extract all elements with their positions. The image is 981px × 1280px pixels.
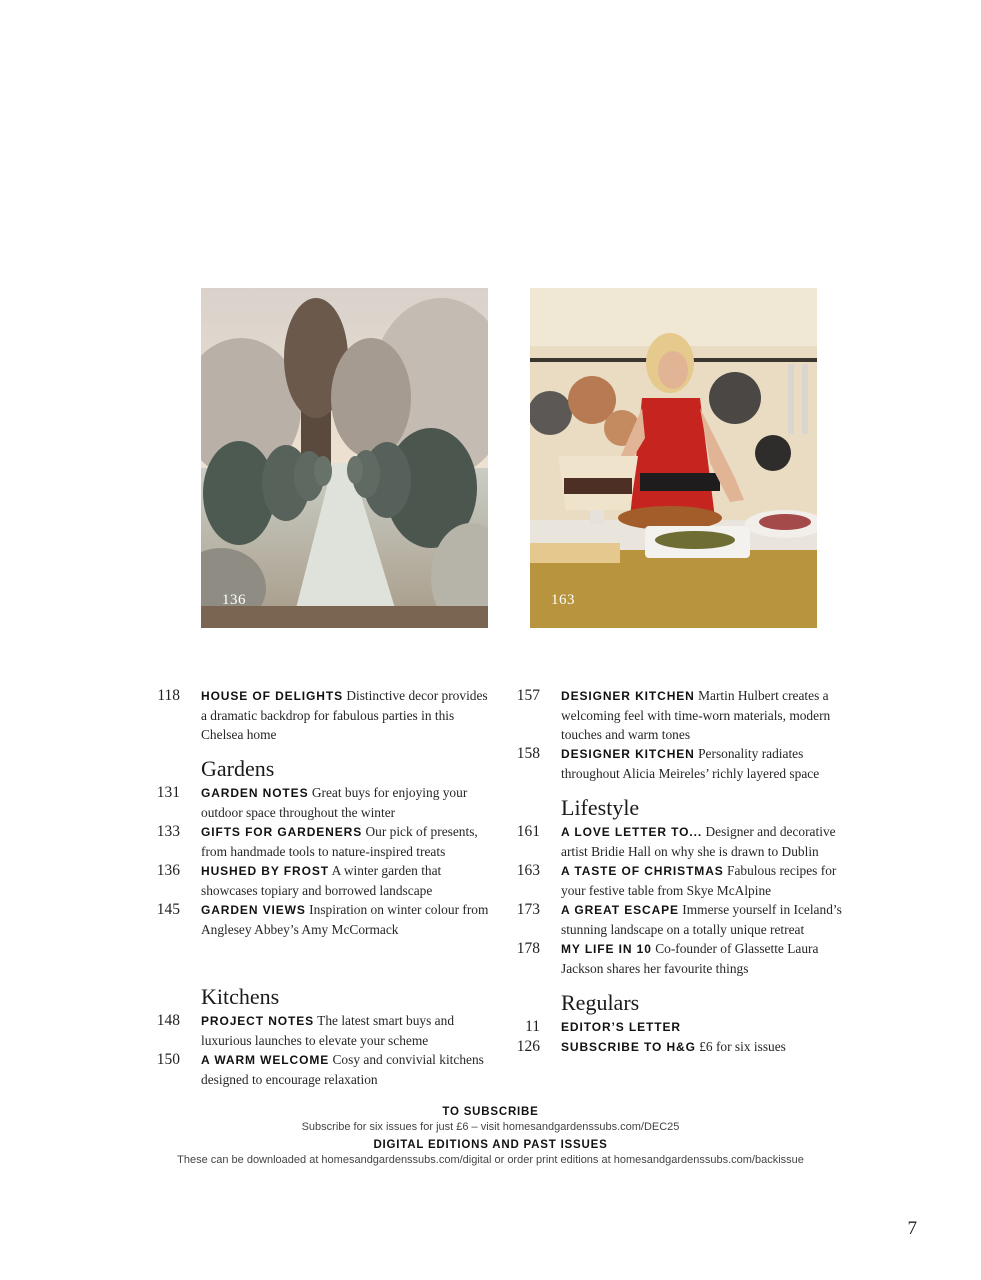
subscribe-info — [0, 1106, 981, 1166]
entry-description: Cosy and convivial kitchens designed to encourage relaxation — [201, 1052, 484, 1087]
entry-description: A winter garden that showcases topiary and borrowed landscape — [201, 863, 442, 898]
contents-entry[interactable] — [150, 1050, 500, 1089]
contents-entry[interactable] — [510, 861, 860, 900]
kitchen-illustration — [530, 288, 817, 628]
entry-title: DESIGNER KITCHEN — [561, 747, 695, 761]
digital-editions-heading: DIGITAL EDITIONS AND PAST ISSUES — [373, 1139, 608, 1151]
contents-entry[interactable] — [150, 1011, 500, 1050]
subscribe-text[interactable]: Subscribe for six issues for just £6 – visit homesandgardenssubs.com/DEC25 — [301, 1121, 680, 1133]
entry-title: EDITOR’S LETTER — [561, 1020, 681, 1034]
entry-page-number: 150 — [156, 1051, 180, 1068]
photo-christmas-kitchen[interactable] — [530, 288, 817, 628]
entry-title: GIFTS FOR GARDENERS — [201, 825, 363, 839]
entry-description: Our pick of presents, from handmade tools to nature-inspired treats — [201, 824, 478, 859]
entry-page-number: 131 — [156, 784, 180, 801]
entry-title: A LOVE LETTER TO... — [561, 825, 703, 839]
entry-page-number: 158 — [516, 745, 540, 762]
entry-title: PROJECT NOTES — [201, 1014, 315, 1028]
entry-description: Fabulous recipes for your festive table from Skye McAlpine — [561, 863, 837, 898]
entry-page-number: 136 — [156, 862, 180, 879]
entry-page-number: 163 — [516, 862, 540, 879]
entry-page-number: 148 — [156, 1012, 180, 1029]
entry-title: GARDEN VIEWS — [201, 903, 306, 917]
contents-entry[interactable] — [510, 686, 860, 744]
entry-page-number: 173 — [516, 901, 540, 918]
entry-title: HOUSE OF DELIGHTS — [201, 689, 343, 703]
contents-entry[interactable] — [150, 900, 500, 939]
section-heading-regulars: Regulars — [561, 990, 640, 1015]
entry-description: Personality radiates throughout Alicia Meireles’ richly layered space — [561, 746, 820, 781]
entry-page-number: 145 — [156, 901, 180, 918]
contents-entry[interactable] — [150, 861, 500, 900]
entry-description: Distinctive decor provides a dramatic backdrop for fabulous parties in this Chelsea home — [201, 688, 488, 742]
entry-description: £6 for six issues — [695, 1039, 786, 1054]
entry-page-number: 118 — [157, 687, 180, 704]
entry-page-number: 126 — [516, 1038, 540, 1055]
entry-description: Martin Hulbert creates a welcoming feel with time-worn materials, modern touches and warm tones — [561, 688, 831, 742]
entry-title: GARDEN NOTES — [201, 786, 309, 800]
contents-left-column — [150, 686, 500, 1089]
entry-title: A TASTE OF CHRISTMAS — [561, 864, 724, 878]
entry-description: Inspiration on winter colour from Anglesey Abbey’s Amy McCormack — [201, 902, 489, 937]
garden-illustration — [201, 288, 488, 628]
entry-title: A GREAT ESCAPE — [561, 903, 679, 917]
subscribe-heading: TO SUBSCRIBE — [442, 1106, 539, 1118]
entry-page-number: 157 — [516, 687, 540, 704]
entry-description: Co-founder of Glassette Laura Jackson shares her favourite things — [561, 941, 819, 976]
entry-title: MY LIFE IN 10 — [561, 942, 652, 956]
entry-title: A WARM WELCOME — [201, 1053, 330, 1067]
contents-entry[interactable] — [510, 1037, 860, 1057]
entry-description: Designer and decorative artist Bridie Hall on why she is drawn to Dublin — [561, 824, 836, 859]
entry-description: The latest smart buys and luxurious launches to elevate your scheme — [201, 1013, 455, 1048]
contents-right-column — [510, 686, 860, 1057]
contents-entry[interactable] — [510, 1017, 860, 1037]
photo-page-number: 136 — [222, 592, 246, 608]
photo-page-number: 163 — [551, 592, 575, 608]
section-heading-lifestyle: Lifestyle — [561, 795, 640, 820]
photo-frosted-garden[interactable] — [201, 288, 488, 628]
entry-title: HUSHED BY FROST — [201, 864, 329, 878]
entry-title: DESIGNER KITCHEN — [561, 689, 695, 703]
contents-entry[interactable] — [150, 783, 500, 822]
contents-entry[interactable] — [510, 900, 860, 939]
entry-description: Immerse yourself in Iceland’s stunning landscape on a totally unique retreat — [561, 902, 842, 937]
entry-page-number: 133 — [156, 823, 180, 840]
entry-page-number: 11 — [525, 1018, 540, 1035]
entry-title: SUBSCRIBE TO H&G — [561, 1040, 696, 1054]
entry-page-number: 178 — [516, 940, 540, 957]
section-heading-gardens: Gardens — [201, 756, 275, 781]
contents-entry[interactable] — [510, 744, 860, 783]
page-number: 7 — [907, 1218, 917, 1239]
entry-page-number: 161 — [516, 823, 540, 840]
contents-entry[interactable] — [510, 939, 860, 978]
digital-editions-text[interactable]: These can be downloaded at homesandgardenssubs.com/digital or order print editions at homesandgardenssubs.com/backissue — [177, 1154, 804, 1166]
contents-entry[interactable] — [510, 822, 860, 861]
section-heading-kitchens: Kitchens — [201, 984, 280, 1009]
entry-description: Great buys for enjoying your outdoor space throughout the winter — [201, 785, 468, 820]
contents-entry[interactable] — [150, 822, 500, 861]
contents-entry[interactable] — [150, 686, 500, 744]
